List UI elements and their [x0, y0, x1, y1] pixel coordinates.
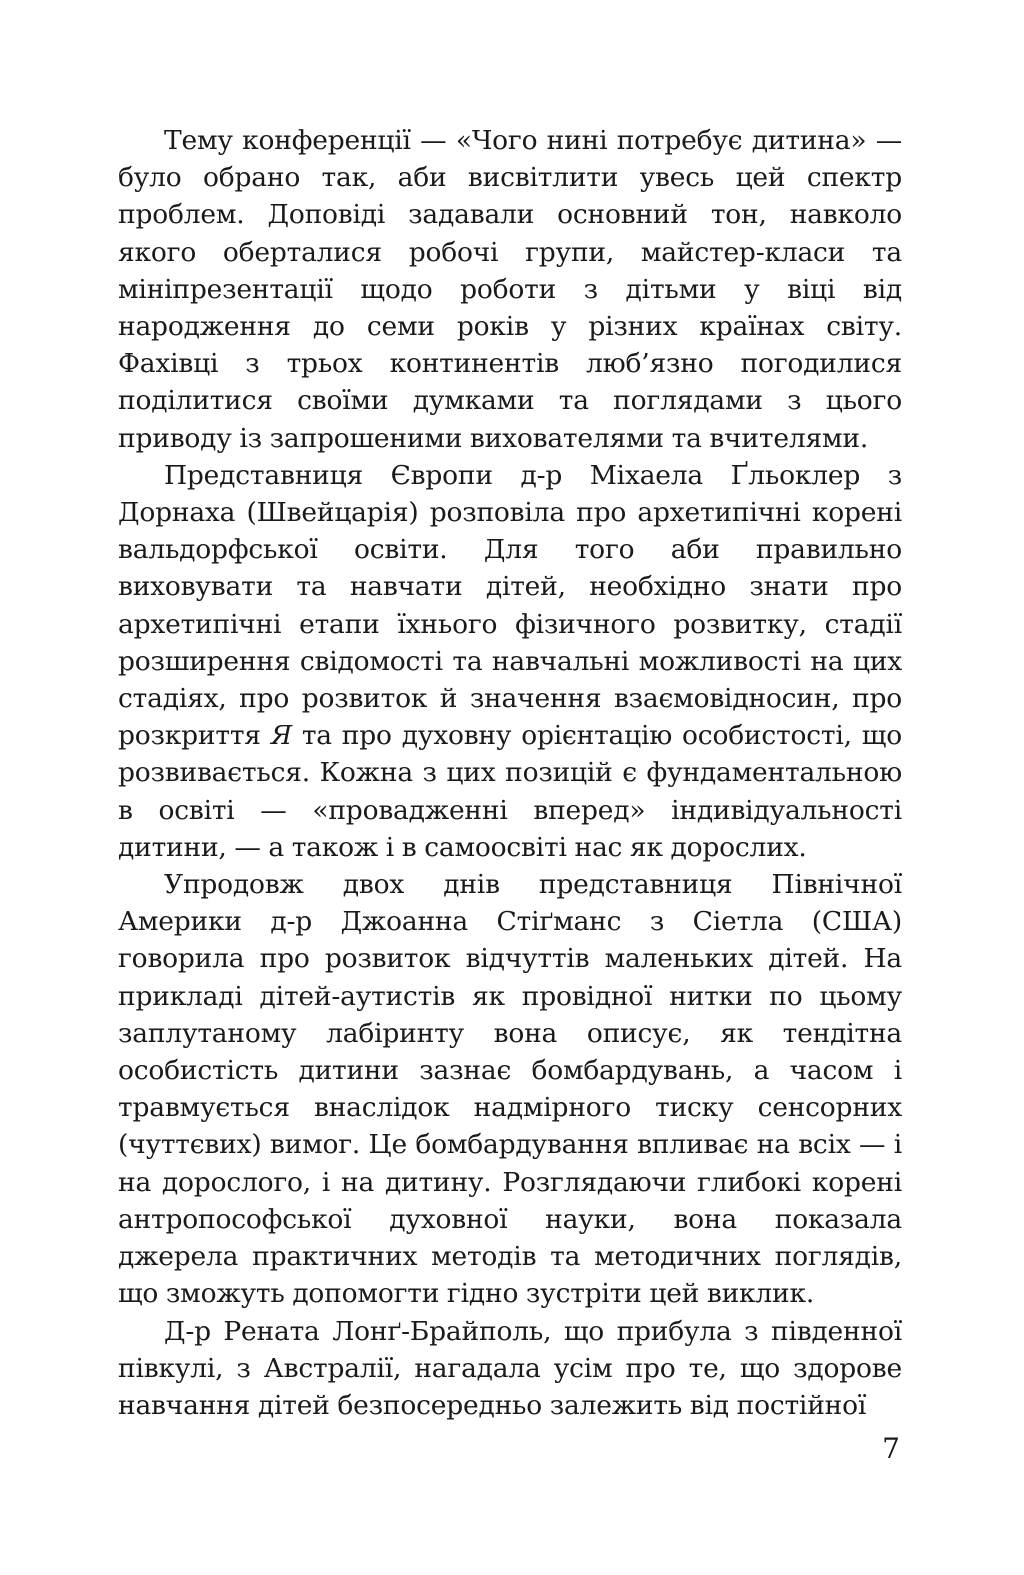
paragraph-europe-text-after: та про духовну орієнтацію особистості, що розвивається. Кожна з цих позицій є фундаментальною в освіті — «провадженні вперед» індивідуальності дитини, — а також і в самоосвіті нас як дорослих. — [118, 720, 902, 863]
paragraph-australia-speaker: Д-р Рената Лонґ-Брайполь, що прибула з південної півкулі, з Австралії, нагадала усім про те, що здорове навчання дітей безпосередньо залежить від постійної — [118, 1315, 902, 1421]
paragraph-conference-theme: Тему конференції — «Чого нині потребує дитина» — було обрано так, аби висвітлити увесь цей спектр проблем. Доповіді задавали основний тон, навколо якого оберталися робочі групи, майстер-класи та мініпрезентації щодо роботи з дітьми у віці від народження до семи років у різних країнах світу. Фахівці з трьох континентів люб’язно погодилися поділитися своїми думками та поглядами з цього приводу із запрошеними вихователями та вчителями. — [118, 125, 902, 454]
page-body — [118, 122, 902, 1424]
paragraph-europe-text-before: Представниця Європи д-р Міхаела Ґльоклер з Дорнаха (Швейцарія) розповіла про архетипічні корені вальдорфської освіти. Для того аби правильно виховувати та навчати дітей, необхідно знати про архетипічні етапи їхнього фізичного розвитку, стадії розширення свідомості та навчальні можливості на цих стадіях, про розвиток й значення взаємовідносин, про розкриття — [118, 459, 902, 752]
paragraph-north-america-speaker: Упродовж двох днів представниця Північної Америки д-р Джоанна Стіґманс з Сіетла (США) говорила про розвиток відчуттів маленьких дітей. На прикладі дітей-аутистів як провідної нитки по цьому заплутаному лабіринту вона описує, як тендітна особистість дитини зазнає бомбардувань, а часом і травмується внаслідок надмірного тиску сенсорних (чуттєвих) вимог. Це бомбардування впливає на всіх — і на дорослого, і на дитину. Розглядаючи глибокі корені антропософської духовної науки, вона показала джерела практичних методів та методичних поглядів, що зможуть допомогти гідно зустріти цей виклик. — [118, 869, 902, 1310]
paragraph-europe-speaker — [118, 457, 902, 866]
page-number: 7 — [882, 1432, 900, 1465]
paragraph-europe-emphasis: Я — [270, 720, 292, 752]
